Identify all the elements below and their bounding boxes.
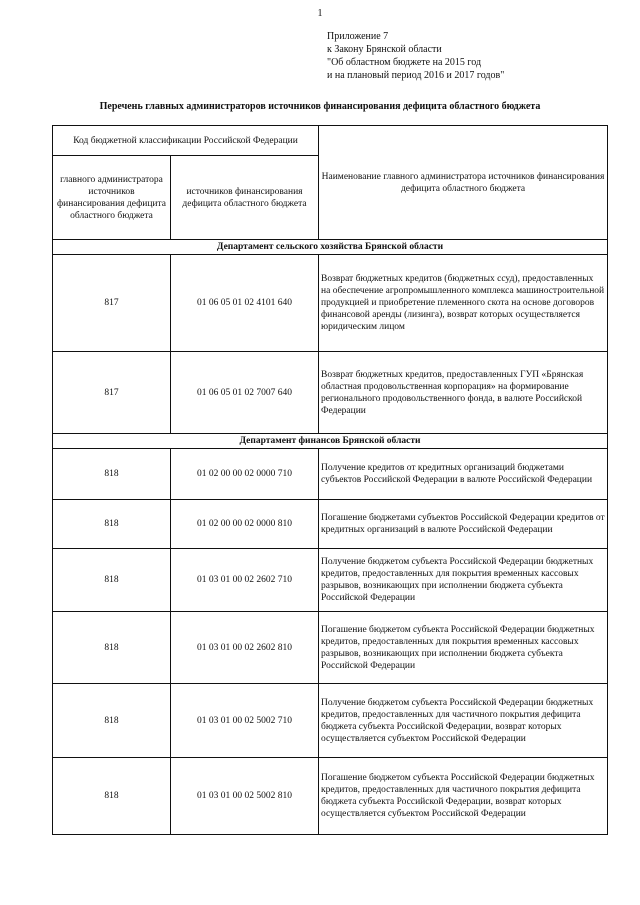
source-code-cell: 01 02 00 00 02 0000 810 (171, 500, 319, 549)
name-cell: Получение кредитов от кредитных организаций бюджетами субъектов Российской Федерации в валюте Российской Федерации (319, 449, 608, 500)
source-code-cell: 01 02 00 00 02 0000 710 (171, 449, 319, 500)
name-cell: Возврат бюджетных кредитов (бюджетных ссуд), предоставленных на обеспечение агропромышленного комплекса машиностроительной продукцией и приобретение племенного скота на основе договоров финансовой аренды (лизинга), возврат которых осуществляется юридическим лицом (319, 255, 608, 352)
administrators-table (52, 125, 608, 835)
name-cell: Получение бюджетом субъекта Российской Федерации бюджетных кредитов, предоставленных для покрытия временных кассовых разрывов, возникающих при исполнении бюджета субъекта Российской Федерации (319, 549, 608, 612)
name-cell: Погашение бюджетами субъектов Российской Федерации кредитов от кредитных организаций в валюте Российской Федерации (319, 500, 608, 549)
admin-code-cell: 818 (53, 758, 171, 835)
admin-code-cell: 818 (53, 612, 171, 684)
source-code-cell: 01 03 01 00 02 2602 710 (171, 549, 319, 612)
section-header: Департамент сельского хозяйства Брянской области (53, 240, 608, 255)
name-column-header: Наименование главного администратора источников финансирования дефицита областного бюджета (319, 126, 608, 240)
source-code-cell: 01 03 01 00 02 2602 810 (171, 612, 319, 684)
table-row (53, 255, 608, 352)
name-cell: Возврат бюджетных кредитов, предоставленных ГУП «Брянская областная продовольственная корпорация» на формирование регионального продовольственного фонда, в валюте Российской Федерации (319, 352, 608, 434)
section-header: Департамент финансов Брянской области (53, 434, 608, 449)
table-row (53, 684, 608, 758)
appendix-line: Приложение 7 (327, 31, 389, 42)
admin-code-cell: 818 (53, 449, 171, 500)
name-cell: Получение бюджетом субъекта Российской Федерации бюджетных кредитов, предоставленных для частичного покрытия дефицита бюджета субъекта Российской Федерации, возврат которых осуществляется субъектом Российской Федерации (319, 684, 608, 758)
appendix-line: и на плановый период 2016 и 2017 годов" (327, 70, 505, 81)
admin-column-header: главного администратора источников финансирования дефицита областного бюджета (53, 156, 171, 240)
table-row (53, 449, 608, 500)
name-cell: Погашение бюджетом субъекта Российской Федерации бюджетных кредитов, предоставленных для частичного покрытия дефицита бюджета субъекта Российской Федерации, возврат которых осуществляется субъектом Российской Федерации (319, 758, 608, 835)
appendix-line: "Об областном бюджете на 2015 год (327, 57, 482, 68)
source-code-cell: 01 06 05 01 02 7007 640 (171, 352, 319, 434)
admin-code-cell: 818 (53, 684, 171, 758)
page-number: 1 (317, 8, 323, 19)
admin-code-cell: 817 (53, 352, 171, 434)
source-code-cell: 01 03 01 00 02 5002 810 (171, 758, 319, 835)
admin-code-cell: 818 (53, 549, 171, 612)
admin-code-cell: 818 (53, 500, 171, 549)
table-row (53, 352, 608, 434)
source-code-cell: 01 06 05 01 02 4101 640 (171, 255, 319, 352)
table-row (53, 612, 608, 684)
appendix-line: к Закону Брянской области (327, 44, 442, 55)
table-row (53, 500, 608, 549)
code-group-header: Код бюджетной классификации Российской Федерации (53, 126, 319, 156)
table-row (53, 758, 608, 835)
table-row (53, 549, 608, 612)
document-title: Перечень главных администраторов источников финансирования дефицита областного бюджета (99, 101, 541, 112)
name-cell: Погашение бюджетом субъекта Российской Федерации бюджетных кредитов, предоставленных для покрытия временных кассовых разрывов, возникающих при исполнении бюджета субъекта Российской Федерации (319, 612, 608, 684)
appendix-header (327, 30, 504, 82)
admin-code-cell: 817 (53, 255, 171, 352)
source-column-header: источников финансирования дефицита областного бюджета (171, 156, 319, 240)
source-code-cell: 01 03 01 00 02 5002 710 (171, 684, 319, 758)
